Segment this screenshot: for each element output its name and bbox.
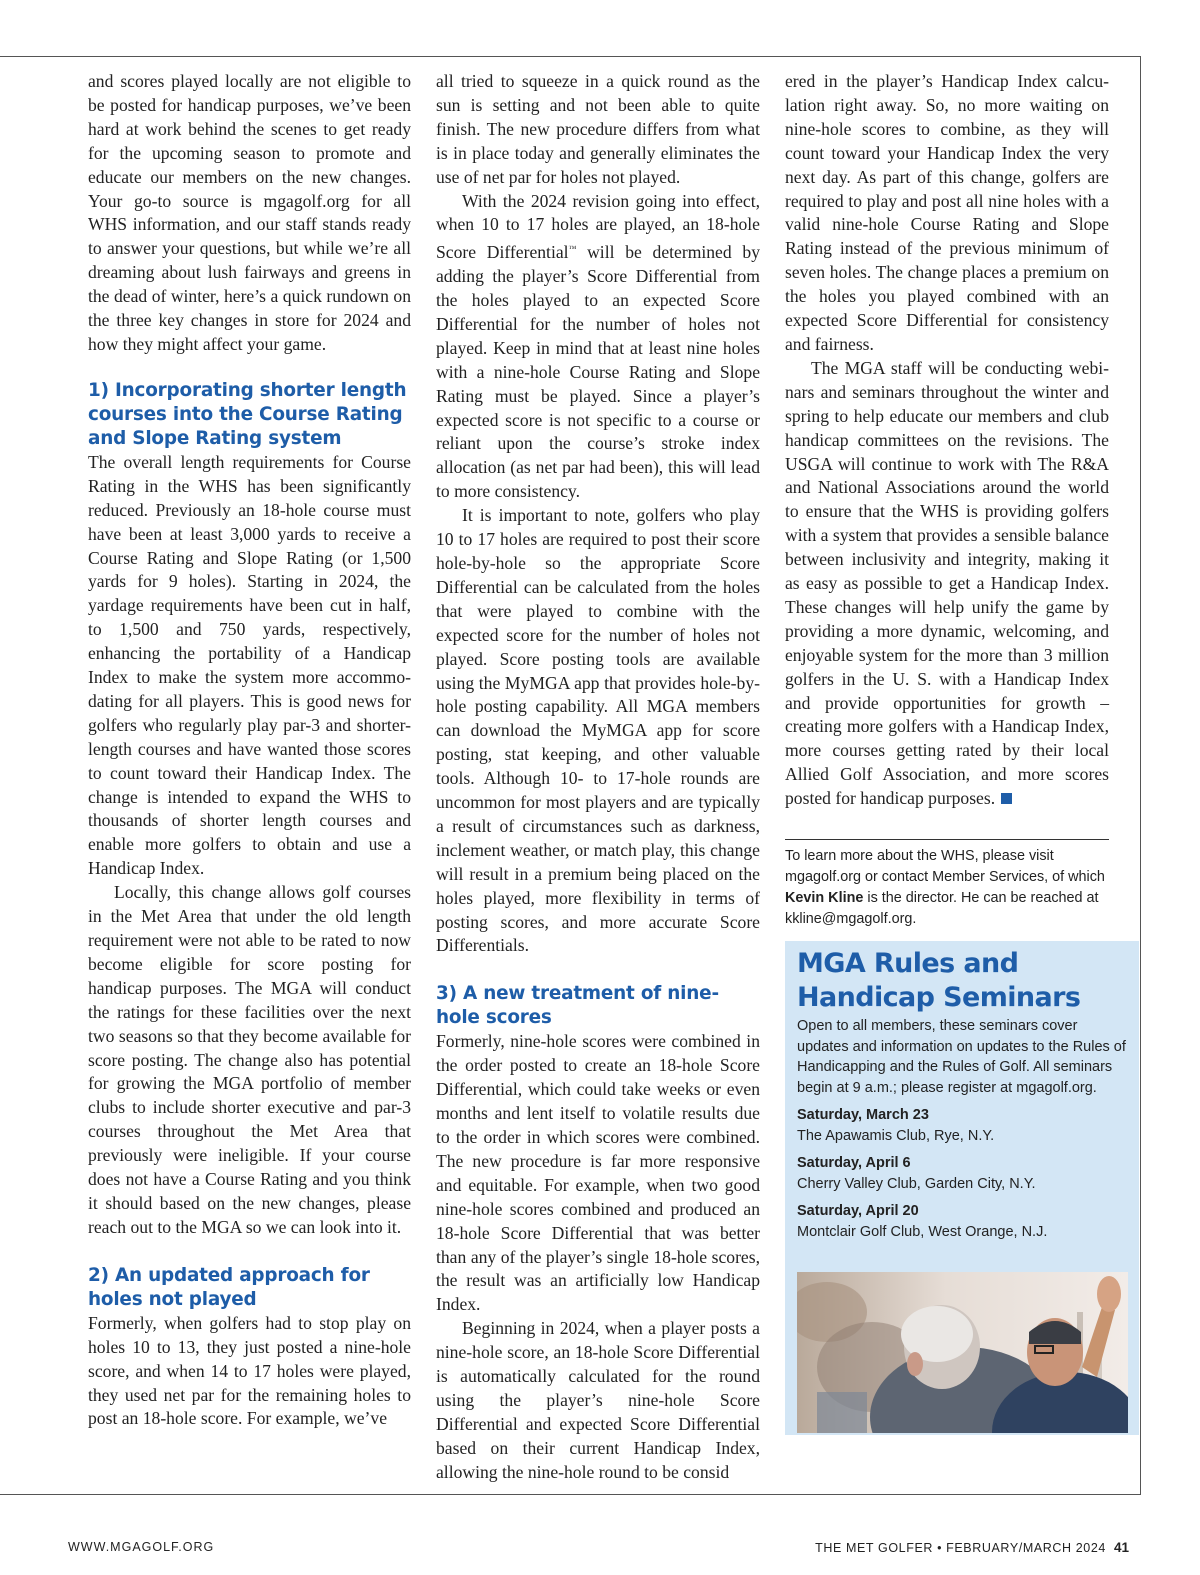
body-paragraph	[436, 190, 760, 505]
body-paragraph: It is important to note, golfers who play 10 to 17 holes are required to post their score hole-by-hole so the appropriate Score Differential can be calculated from the holes that were played to combine with the expected score for the number of holes not played. Score posting tools are available using the MyMGA app that provides hole-by-hole posting capability. All MGA members can download the MyMGA app for score posting, stat keeping, and other valuable tools. Although 10- to 17-hole rounds are uncommon for most players and are typically a result of circumstances such as darkness, inclement weather, or match play, this change will result in a premium being placed on the holes played, more flexibility in terms of posting scores, and more accurate Score Differentials.	[436, 505, 760, 956]
article-column-2	[436, 70, 760, 1485]
note-text: is the director. He can be reached at kkline@mgagolf.org.	[785, 890, 1099, 927]
sidebar-title: MGA Rules and Handicap Seminars	[797, 948, 1081, 1013]
event-date: Saturday, April 20	[797, 1203, 919, 1219]
footer-publication	[815, 1540, 1129, 1555]
body-paragraph: ered in the player’s Handicap Index calculation right away. So, no more waiting on nine-hole scores to combine, as they will count toward your Handicap Index the very next day. As part of this change, golfers are required to play and post all nine holes with a valid nine-hole Course Rating and Slope Rating instead of the previous minimum of seven holes. The change places a premium on the holes you played combined with an expected Score Differential for consistency and fairness.	[785, 71, 1109, 354]
page-number: 41	[1113, 1540, 1129, 1555]
section-heading-2: 2) An updated approach for holes not played	[88, 1264, 370, 1310]
body-paragraph	[785, 357, 1109, 811]
seminar-event	[797, 1153, 1127, 1194]
seminar-audience-image	[797, 1272, 1128, 1433]
note-text: To learn more about the WHS, please visit mgagolf.org or contact Member Services, of which	[785, 848, 1105, 885]
director-name: Kevin Kline	[785, 890, 864, 906]
body-paragraph: Locally, this change allows golf courses in the Met Area that under the old length requirement were not able to be rated to now become eligible for score posting for handicap purposes. The MGA will conduct the ratings for these facilities over the next two seasons so that they become available for score posting. The change also has potential for growing the MGA portfolio of member clubs to include shorter executive and par-3 courses throughout the Met Area that previously were ineligible. If your course does not have a Course Rating and you think it should based on the new changes, please reach out to the MGA so we can look into it.	[88, 882, 411, 1237]
event-venue: Cherry Valley Club, Garden City, N.Y.	[797, 1175, 1036, 1192]
end-mark-icon	[1001, 793, 1012, 804]
body-text: will be determined by adding the player’s Score Differential from the holes played to an expected Score Differential for the number of holes not played. Keep in mind that at least nine holes with a nine-hole Course Rating and Slope Rating must be played. Since a player’s expected score is not specific to a course or reliant upon the course’s stroke index allocation (as net par had been), this will lead to more consistency.	[436, 242, 760, 502]
body-text: With the 2024 revision going into effect, when 10 to 17 holes are played, an 18-hole Score Differential	[436, 190, 760, 263]
event-date: Saturday, April 6	[797, 1155, 911, 1171]
sidebar-description: Open to all members, these seminars cover updates and information on updates to the Rules of Handicapping and the Rules of Golf. All seminars begin at 9 a.m.; please register at mgagolf.org.	[797, 1018, 1126, 1096]
author-note	[785, 846, 1107, 930]
body-paragraph: Formerly, when golfers had to stop play on holes 10 to 13, they just posted a nine-hole score, and when 14 to 17 holes were played, they used net par for the remaining holes to post an 18-hole score. For example, we’ve	[88, 1312, 411, 1429]
event-venue: Montclair Golf Club, West Orange, N.J.	[797, 1223, 1048, 1240]
article-column-1	[88, 70, 411, 1431]
event-date: Saturday, March 23	[797, 1107, 929, 1123]
seminars-sidebar	[785, 941, 1139, 1435]
body-paragraph: Formerly, nine-hole scores were combined in the order posted to create an 18-hole Score Differential, which could take weeks or even months and lent itself to volatile results due to the order in which scores were combined. The new procedure is far more responsive and equitable. For example, when two good nine-hole scores combined and produced an 18-hole Score Differential that was better than any of the player’s single 18-hole scores, the result was an artificially low Handicap Index.	[436, 1031, 760, 1315]
seminar-event	[797, 1105, 1127, 1146]
intro-paragraph: and scores played locally are not eligible to be posted for handicap purposes, we’ve been hard at work behind the scenes to get ready for the upcoming season to promote and educate our members on the new changes. Your go-to source is mgagolf.org for all WHS information, and our staff stands ready to answer your questions, but while we’re all dreaming about lush fairways and greens in the dead of winter, here’s a quick rundown on the three key changes in store for 2024 and how they might affect your game.	[88, 71, 411, 354]
section-heading-3: 3) A new treatment of nine-hole scores	[436, 983, 719, 1029]
section-heading-1: 1) Incorporating shorter length courses into the Course Rating and Slope Rating system	[88, 379, 407, 449]
seminar-event	[797, 1201, 1127, 1242]
note-divider	[785, 839, 1109, 840]
article-column-3	[785, 70, 1109, 811]
trademark-symbol: ™	[568, 244, 577, 254]
seminar-photo	[797, 1272, 1128, 1433]
body-text: The MGA staff will be conducting webinars and seminars throughout the winter and spring to help educate our members and club handicap committees on the revisions. The USGA will continue to work with The R&A and National Associations around the world to ensure that the WHS is providing golfers with a system that provides a sensible balance between inclusivity and integrity, making it as easy as possible to get a Handicap Index. These changes will help unify the game by providing a more dynamic, welcoming, and enjoyable system for the more than 3 million golfers in the U. S. with a Handicap Index and provide opportunities for growth – creating more golfers with a Handicap Index, more courses getting rated by their local Allied Golf Association, and more scores posted for handicap purposes.	[785, 357, 1109, 809]
body-paragraph: all tried to squeeze in a quick round as the sun is setting and not been able to quite finish. The new procedure differs from what is in place today and generally eliminates the use of net par for holes not played.	[436, 71, 760, 187]
footer-website: WWW.MGAGOLF.ORG	[68, 1540, 215, 1554]
body-paragraph: The overall length requirements for Course Rating in the WHS has been significantly reduced. Previously an 18-hole course must have been at least 3,000 yards to receive a Course Rating and Slope Rating (or 1,500 yards for 9 holes). Starting in 2024, the yardage requirements have been cut in half, to 1,500 and 750 yards, respectively, enhancing the portability of a Handicap Index to make the system more accommodating for all players. This is good news for golfers who regularly play par-3 and shorter-length courses and have wanted those scores to count toward their Handicap Index. The change is intended to expand the WHS to thousands of shorter length courses and enable more golfers to obtain and use a Handicap Index.	[88, 451, 411, 879]
event-venue: The Apawamis Club, Rye, N.Y.	[797, 1127, 995, 1144]
body-paragraph: Beginning in 2024, when a player posts a nine-hole score, an 18-hole Score Differential is automatically calculated for the round using the player’s nine-hole Score Differential and expected Score Differential based on their current Handicap Index, allowing the nine-hole round to be consid	[436, 1318, 760, 1482]
publication-info: THE MET GOLFER • FEBRUARY/MARCH 2024	[815, 1541, 1106, 1555]
